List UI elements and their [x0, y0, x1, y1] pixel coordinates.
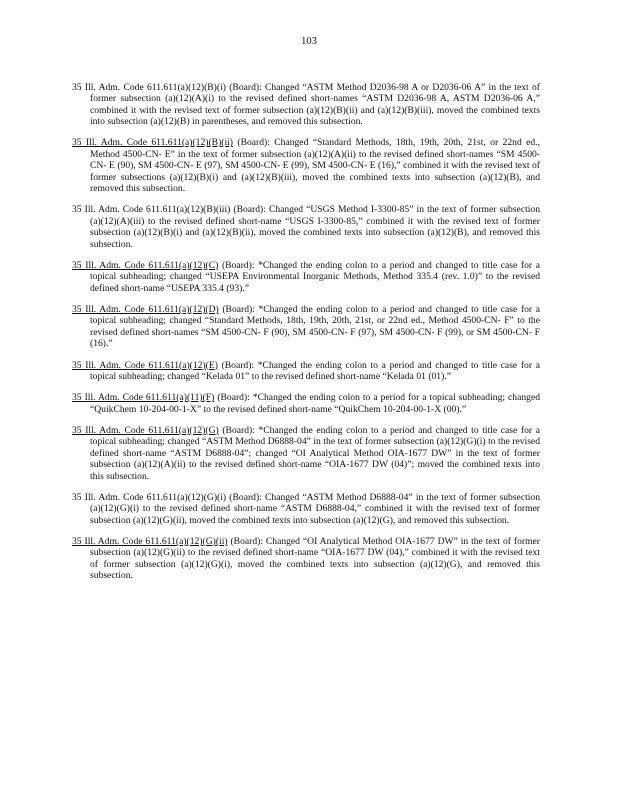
amendment-entry: [72, 425, 540, 483]
citation: 35 Ill. Adm. Code 611.611(a)(12)(G)(ii): [72, 535, 228, 547]
entry-text: (Board): *Changed the ending colon to a period and changed to title case for a topical subheading; changed “ASTM Method D6888-04” in the text of former subsection (a)(12)(G)(i) to the revised defined short-name “ASTM D6888-04”; changed “OI Analytical Method OIA-1677 DW” in the text of former subsection (a)(12)(A)(ii) to the revised defined short-name “OIA-1677 DW (04)”; moved the combined texts into this subsection.: [90, 424, 540, 482]
page-number: 103: [301, 36, 317, 47]
amendment-entry: [72, 260, 540, 295]
citation: 35 Ill. Adm. Code 611.611(a)(12)(G): [72, 424, 219, 436]
citation: 35 Ill. Adm. Code 611.611(a)(12)(B)(iii): [72, 204, 231, 216]
amendment-entry: [72, 137, 540, 195]
citation: 35 Ill. Adm. Code 611.611(a)(12)(E): [72, 359, 218, 371]
amendment-entry: [72, 392, 540, 415]
entry-text: (Board): Changed “USGS Method I-3300-85” in the text of former subsection (a)(12)(A)(iii) to the revised defined short-name “USGS I-3300-85,” combined it with the revised text of former subsection (a)(12)(B)(i) and (a)(12)(B)(ii), moved the combined texts into subsection (a)(12)(B), and removed this subsection.: [90, 204, 541, 250]
amendment-notes: [72, 72, 540, 587]
entry-text: (Board): *Changed the ending colon to a period and changed to title case for a topical subheading; changed “USEPA Environmental Inorganic Methods, Method 335.4 (rev. 1.0)” to the revised defined short-name “USEPA 335.4 (93).”: [90, 259, 540, 294]
citation: 35 Ill. Adm. Code 611.611(a)(12)(G)(i): [72, 491, 227, 503]
amendment-entry: [72, 536, 540, 582]
amendment-entry: [72, 360, 540, 383]
amendment-entry: [72, 304, 540, 350]
amendment-entry: [72, 82, 540, 128]
entry-text: (Board): *Changed the ending colon to a period for a topical subheading; changed “QuikChem 10-204-00-1-X” to the revised defined short-name “QuikChem 10-204-00-1-X (00).”: [90, 392, 540, 415]
citation: 35 Ill. Adm. Code 611.611(a)(12)(D): [72, 303, 219, 315]
entry-text: (Board): Changed “ASTM Method D6888-04” in the text of former subsection (a)(12)(G)(i) to the revised defined short-name “ASTM D6888-04,” combined it with the revised text of former subsection (a)(12)(G)(ii), moved the combined texts into subsection (a)(12)(G), and removed this subsection.: [90, 491, 541, 526]
entry-text: (Board): Changed “ASTM Method D2036-98 A or D2036-06 A” in the text of former subsection (a)(12)(A)(i) to the revised defined short-names “ASTM D2036-98 A, ASTM D2036-06 A,” combined it with the revised text of former subsection (a)(12)(B)(ii) and (a)(12)(B)(iii), moved the combined texts into subsection (a)(12)(B) in parentheses, and removed this subsection.: [90, 81, 540, 128]
citation: 35 Ill. Adm. Code 611.611(a)(12)(C): [72, 259, 219, 271]
entry-text: (Board): *Changed the ending colon to a period and changed to title case for a topical subheading; changed “Standard Methods, 18th, 19th, 20th, 21st, or 22nd ed., Method 4500-CN- F” to the revised defined short-names “SM 4500-CN- F (90), SM 4500-CN- F (97), SM 4500-CN- F (99), or SM 4500-CN- F (16).”: [90, 303, 540, 350]
amendment-entry: [72, 204, 540, 250]
amendment-entry: [72, 492, 540, 527]
entry-text: (Board): Changed “OI Analytical Method OIA-1677 DW” in the text of former subsection (a)(12)(G)(ii) to the revised defined short-name “OIA-1677 DW (04),” combined it with the revised text of former subsection (a)(12)(G)(i), moved the combined texts into subsection (a)(12)(G), and removed this subsection.: [90, 535, 540, 582]
citation: 35 Ill. Adm. Code 611.611(a)(11)(F): [72, 392, 215, 404]
citation: 35 Ill. Adm. Code 611.611(a)(12)(B)(i): [72, 81, 226, 93]
entry-text: (Board): Changed “Standard Methods, 18th, 19th, 20th, 21st, or 22nd ed., Method 4500-CN- E” in the text of former subsection (a)(12)(A)(ii) to the revised defined short-names “SM 4500-CN- E (90), SM 4500-CN- E (97), SM 4500-CN- E (99), SM 4500-CN- E (16),” combined it with the revised text of former subsections (a)(12)(B)(i) and (a)(12)(B)(iii), moved the combined texts into subsection (a)(12)(B), and removed this subsection.: [90, 137, 540, 195]
citation: 35 Ill. Adm. Code 611.611(a)(12)(B)(ii): [72, 137, 233, 149]
entry-text: (Board): *Changed the ending colon to a period and changed to title case for a topical subheading; changed “Kelada 01” to the revised defined short-name “Kelada 01 (01).”: [90, 359, 540, 383]
